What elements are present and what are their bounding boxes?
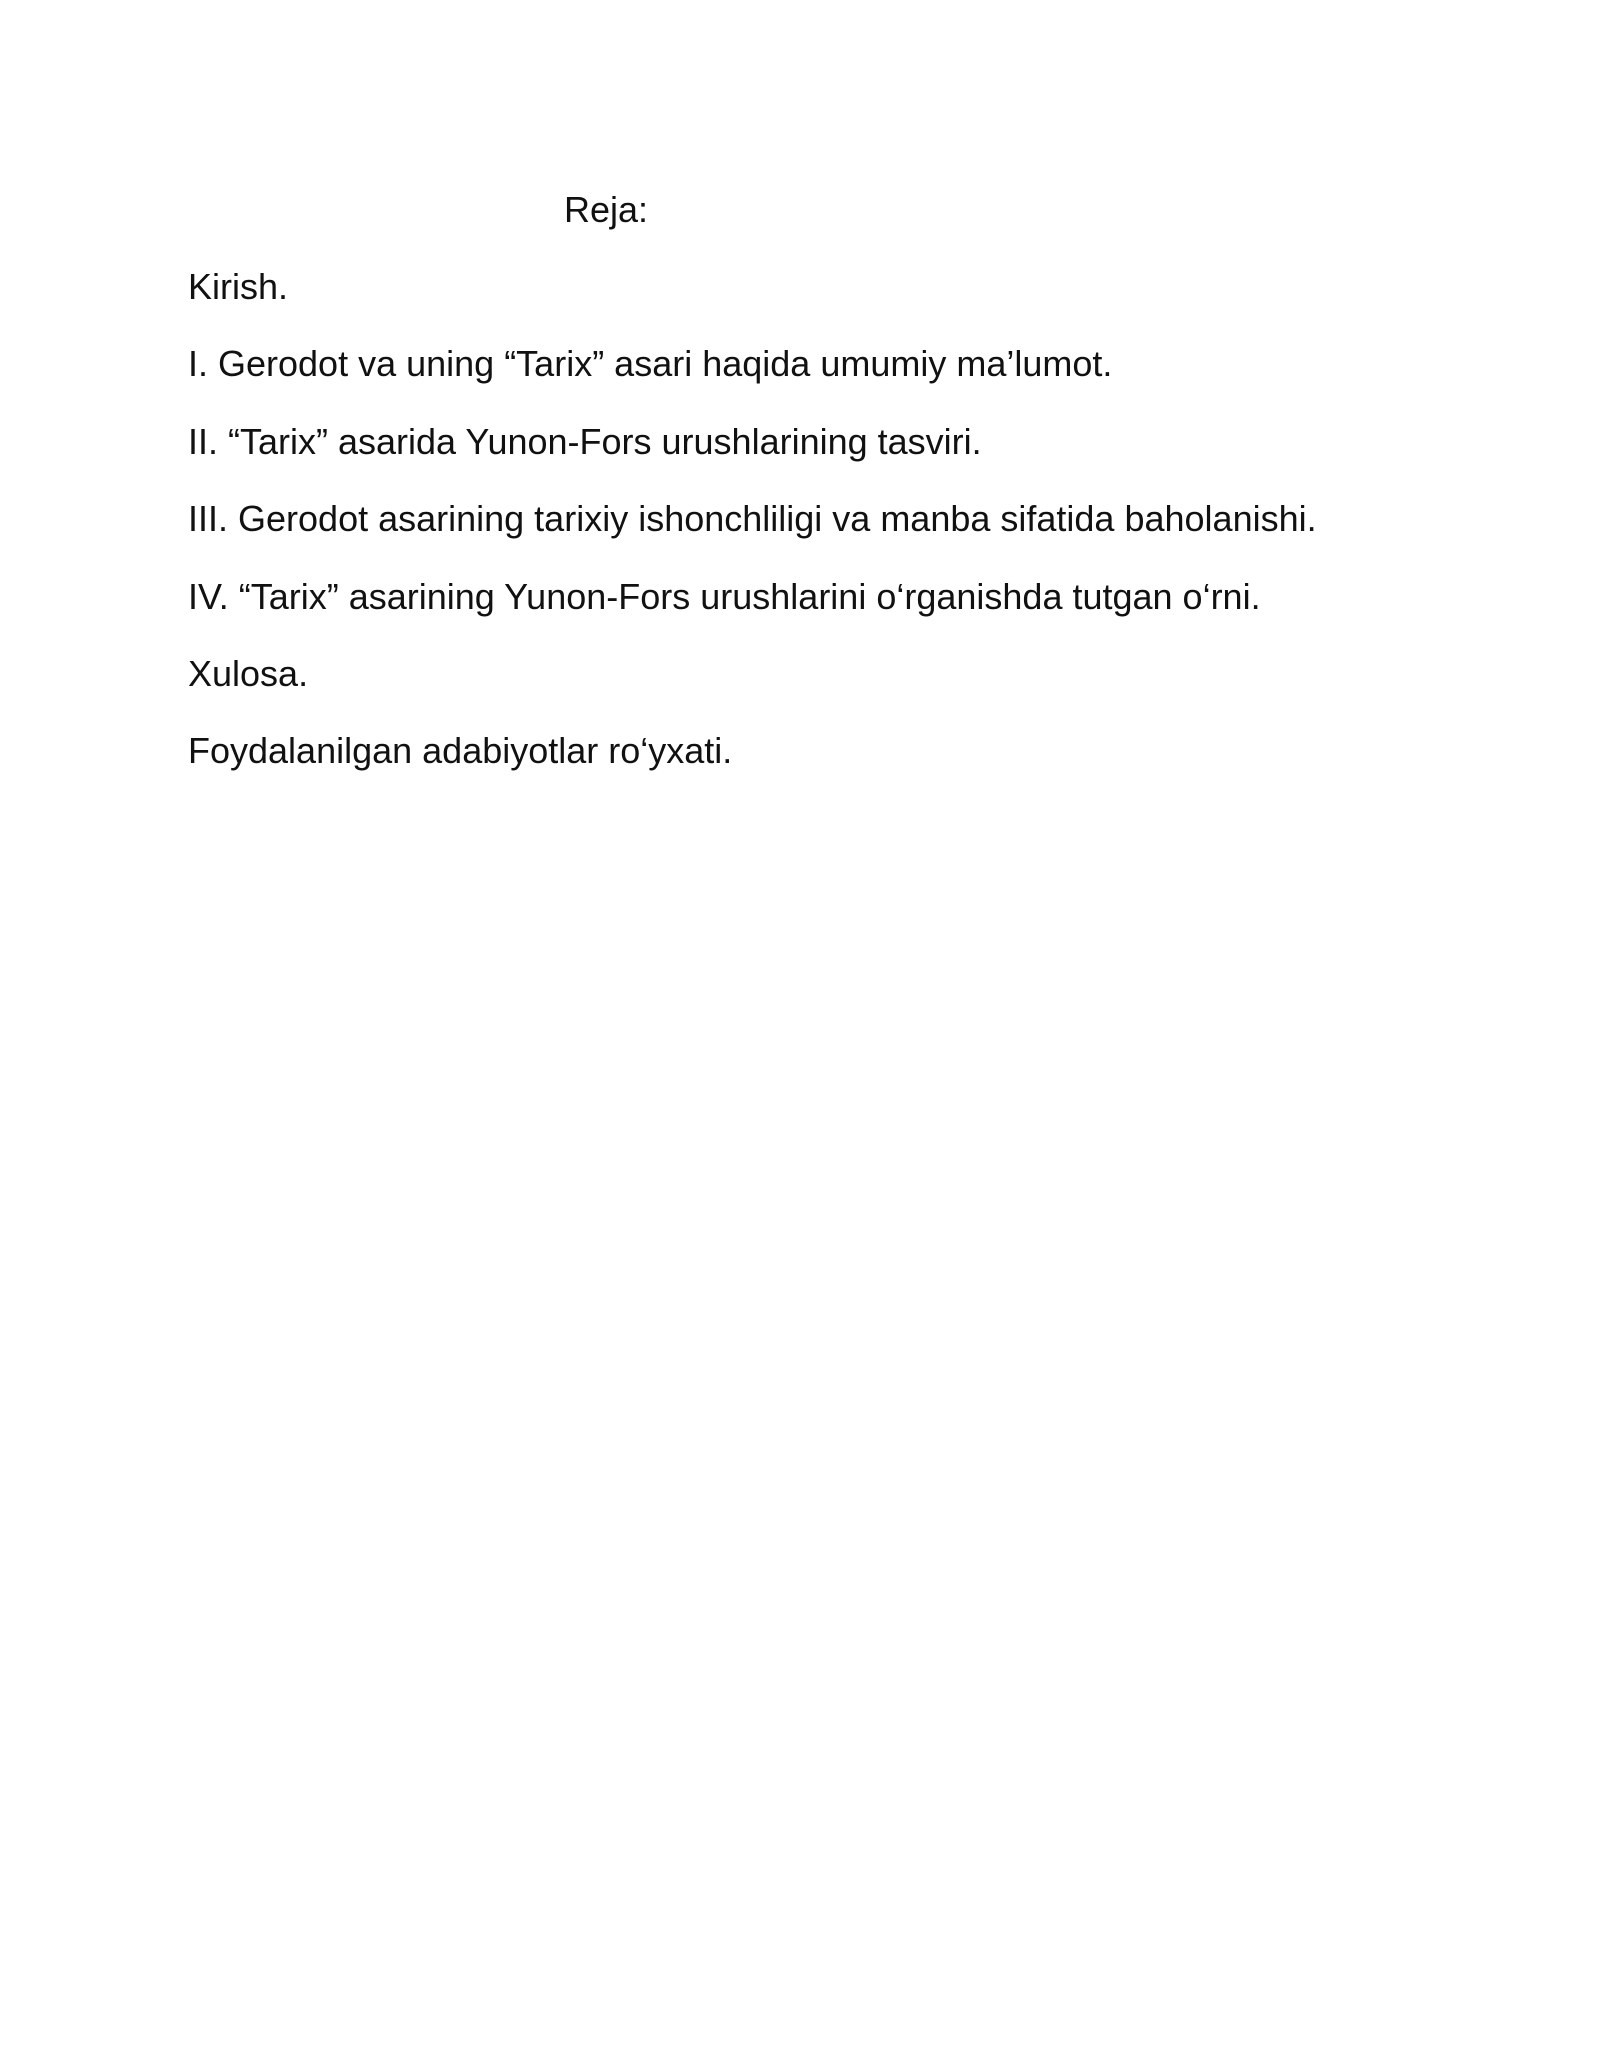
plan-item-conclusion: Xulosa. [188,652,309,694]
plan-item-section-3: III. Gerodot asarining tarixiy ishonchliligi va manba sifatida baholanishi. [188,498,1317,540]
plan-item-section-4: IV. “Tarix” asarining Yunon-Fors urushlarini o‘rganishda tutgan o‘rni. [188,575,1261,617]
plan-item-section-1: I. Gerodot va uning “Tarix” asari haqida umumiy ma’lumot. [188,343,1113,385]
plan-item-section-2: II. “Tarix” asarida Yunon-Fors urushlarining tasviri. [188,420,982,462]
plan-title: Reja: [564,189,649,230]
plan-item-references: Foydalanilgan adabiyotlar ro‘yxati. [188,730,733,772]
plan-item-introduction: Kirish. [188,266,289,307]
plan-list [188,265,1317,807]
